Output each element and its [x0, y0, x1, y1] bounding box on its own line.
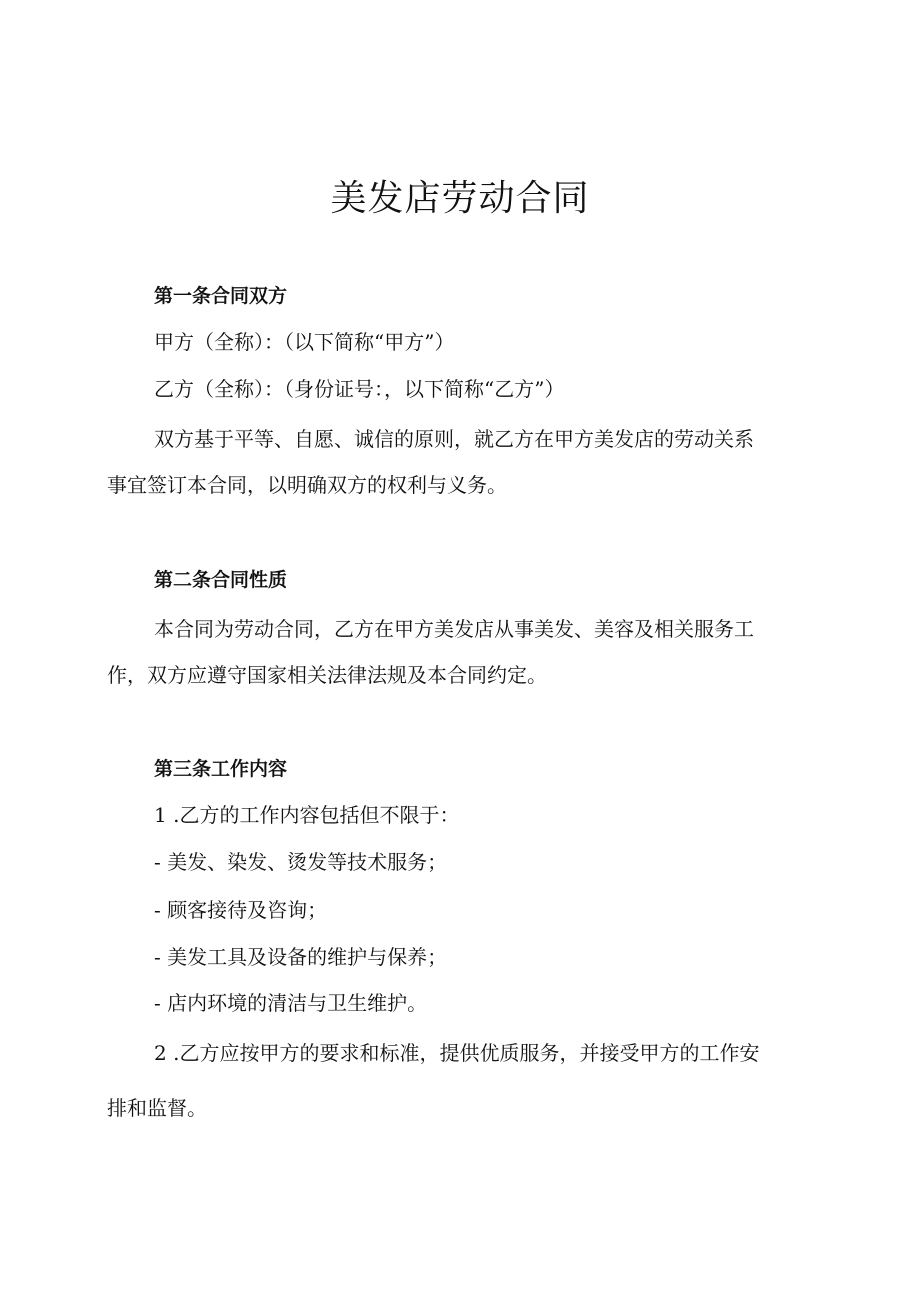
section-1-paragraph-line-1: 双方基于平等、自愿、诚信的原则，就乙方在甲方美发店的劳动关系	[154, 427, 754, 451]
bullet-item: - 美发、染发、烫发等技术服务；	[154, 850, 448, 874]
bullet-item: - 美发工具及设备的维护与保养；	[154, 945, 448, 969]
document-title: 美发店劳动合同	[330, 178, 590, 219]
section-1-paragraph-line-2: 事宜签订本合同，以明确双方的权利与义务。	[107, 473, 507, 497]
party-a-line: 甲方（全称）：（以下简称“甲方”）	[154, 330, 455, 354]
bullet-item: - 顾客接待及咨询；	[154, 898, 328, 922]
section-3-item-2-line-1: 2 .乙方应按甲方的要求和标准，提供优质服务，并接受甲方的工作安	[154, 1041, 760, 1065]
section-1-heading: 第一条合同双方	[154, 285, 288, 307]
section-2-heading: 第二条合同性质	[154, 569, 288, 591]
section-2-paragraph-line-1: 本合同为劳动合同，乙方在甲方美发店从事美发、美容及相关服务工	[154, 617, 754, 641]
section-2-paragraph-line-2: 作，双方应遵守国家相关法律法规及本合同约定。	[107, 663, 547, 687]
section-3-heading: 第三条工作内容	[154, 758, 288, 780]
section-3-item-1: 1 .乙方的工作内容包括但不限于：	[154, 803, 460, 827]
section-3-item-2-line-2: 排和监督。	[107, 1096, 207, 1120]
party-b-line: 乙方（全称）：（身份证号：，以下简称“乙方”）	[154, 377, 565, 401]
bullet-item: - 店内环境的清洁与卫生维护。	[154, 991, 428, 1015]
